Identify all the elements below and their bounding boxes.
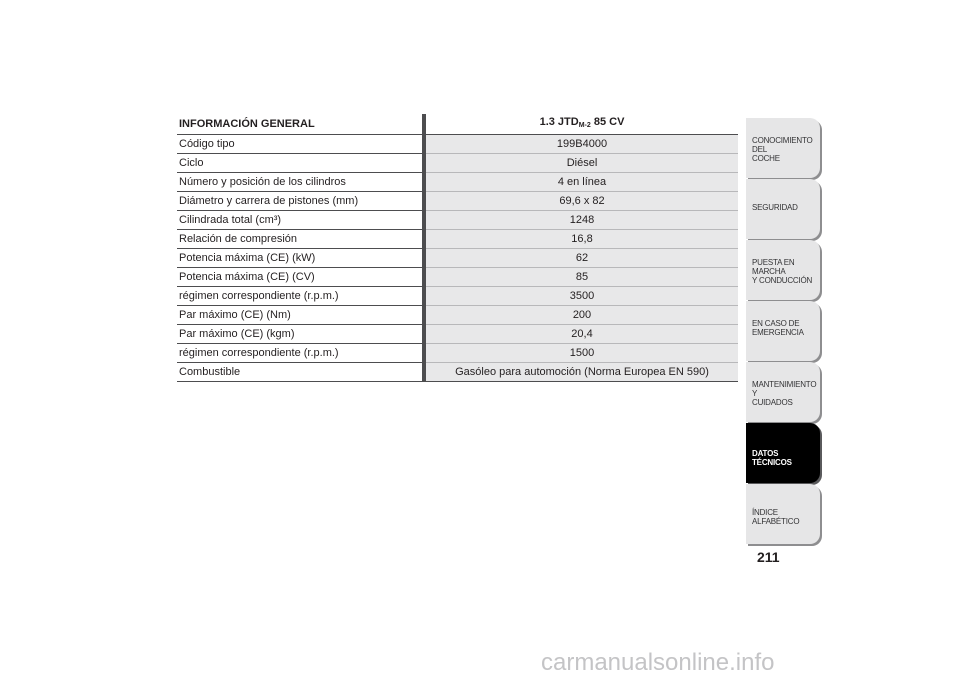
row-label: régimen correspondiente (r.p.m.) — [177, 287, 422, 306]
row-value: 1500 — [426, 344, 738, 363]
row-value: 16,8 — [426, 230, 738, 249]
tab-label-line1: SEGURIDAD — [752, 203, 798, 212]
row-label: Par máximo (CE) (kgm) — [177, 325, 422, 344]
row-value: 20,4 — [426, 325, 738, 344]
table-row — [177, 135, 738, 154]
model-power: 85 CV — [593, 116, 625, 128]
row-label: Potencia máxima (CE) (kW) — [177, 249, 422, 268]
row-value: 200 — [426, 306, 738, 325]
table-header-model — [426, 114, 738, 135]
model-name: 1.3 JTD — [539, 116, 579, 128]
table-header-row — [177, 114, 738, 135]
model-subscript: M-2 — [578, 122, 591, 129]
table-row — [177, 230, 738, 249]
row-label: Código tipo — [177, 135, 422, 154]
table-row — [177, 268, 738, 287]
row-value: 85 — [426, 268, 738, 287]
table-row — [177, 192, 738, 211]
table-row — [177, 173, 738, 192]
row-value: Gasóleo para automoción (Norma Europea EN 590) — [426, 363, 738, 382]
tab-en-caso-de-emergencia[interactable] — [746, 301, 820, 361]
tab-label-line1: MANTENIMIENTO Y — [752, 380, 817, 398]
tab-label-line2: Y CONDUCCIÓN — [752, 276, 813, 285]
technical-data-table — [177, 114, 738, 382]
row-label: régimen correspondiente (r.p.m.) — [177, 344, 422, 363]
table-row — [177, 325, 738, 344]
tab-seguridad[interactable] — [746, 179, 820, 239]
table-row — [177, 211, 738, 230]
table-row — [177, 363, 738, 382]
tab-label-line2: CUIDADOS — [752, 398, 793, 407]
table-row — [177, 287, 738, 306]
page-number: 211 — [757, 549, 780, 565]
row-value: 3500 — [426, 287, 738, 306]
section-tabs — [746, 118, 820, 545]
watermark: carmanualsonline.info — [541, 649, 775, 676]
tab-datos-tecnicos[interactable] — [746, 423, 820, 483]
table-row — [177, 154, 738, 173]
row-label: Número y posición de los cilindros — [177, 173, 422, 192]
row-label: Relación de compresión — [177, 230, 422, 249]
tab-label-line2: EMERGENCIA — [752, 328, 804, 337]
row-label: Par máximo (CE) (Nm) — [177, 306, 422, 325]
tab-label-line1: CONOCIMIENTO DEL — [752, 136, 813, 154]
row-label: Ciclo — [177, 154, 422, 173]
row-value: 4 en línea — [426, 173, 738, 192]
tab-puesta-en-marcha[interactable] — [746, 240, 820, 300]
row-label: Diámetro y carrera de pistones (mm) — [177, 192, 422, 211]
row-value: 199B4000 — [426, 135, 738, 154]
tab-mantenimiento-y-cuidados[interactable] — [746, 362, 820, 422]
row-value: 1248 — [426, 211, 738, 230]
tab-indice-alfabetico[interactable] — [746, 484, 820, 544]
row-label: Cilindrada total (cm³) — [177, 211, 422, 230]
row-value: 62 — [426, 249, 738, 268]
table-row — [177, 344, 738, 363]
table-row — [177, 249, 738, 268]
row-value: 69,6 x 82 — [426, 192, 738, 211]
row-label: Potencia máxima (CE) (CV) — [177, 268, 422, 287]
table-header-label: INFORMACIÓN GENERAL — [177, 114, 422, 135]
tab-label-line1: PUESTA EN MARCHA — [752, 258, 795, 276]
tab-conocimiento-del-coche[interactable] — [746, 118, 820, 178]
tab-label-line1: EN CASO DE — [752, 319, 800, 328]
tab-label-line1: ÍNDICE ALFABÉTICO — [752, 508, 800, 526]
row-value: Diésel — [426, 154, 738, 173]
tab-label-line2: COCHE — [752, 154, 780, 163]
table-row — [177, 306, 738, 325]
row-label: Combustible — [177, 363, 422, 382]
tab-label-line1: DATOS TÉCNICOS — [752, 449, 792, 467]
